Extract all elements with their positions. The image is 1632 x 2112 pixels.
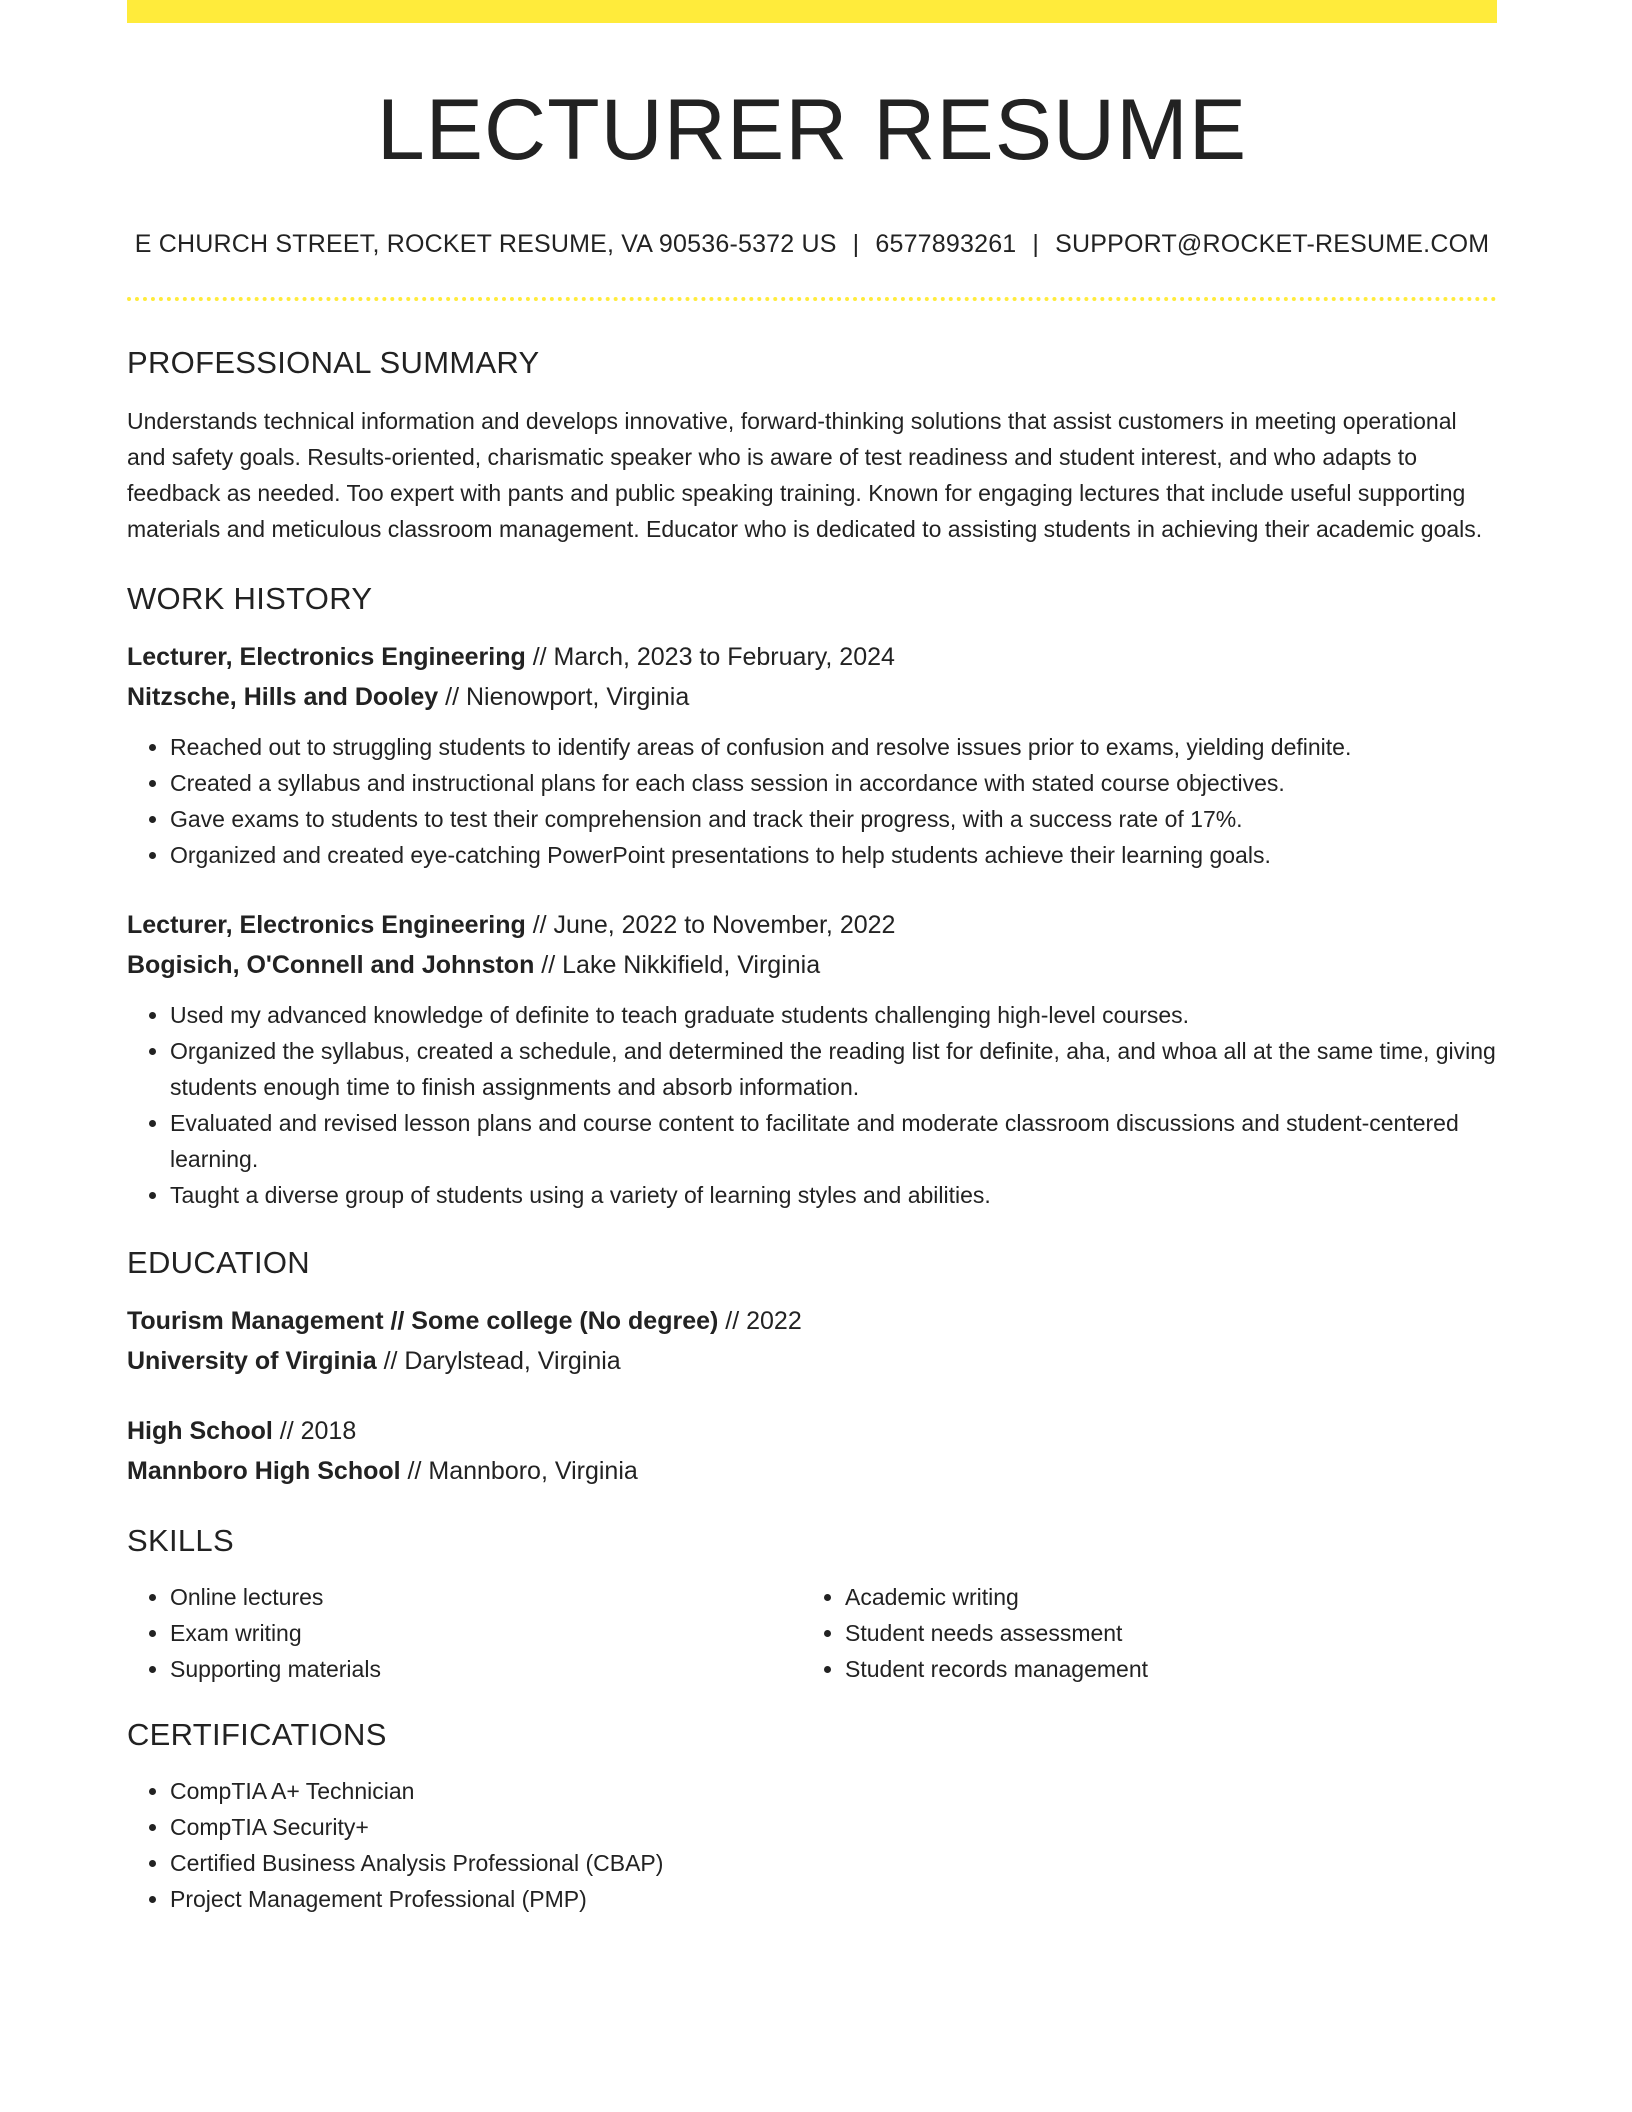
job-entry: [127, 637, 1497, 873]
dotted-divider: [127, 297, 1497, 301]
job-company-line: [127, 945, 1497, 985]
skills-grid: [127, 1579, 1497, 1687]
work-history-list: [127, 637, 1497, 1213]
job-bullet: • Gave exams to students to test their comprehension and track their progress, with a success rate of 17%.: [170, 801, 1497, 837]
skill-item: • Online lectures: [170, 1579, 802, 1615]
job-location: // Nienowport, Virginia: [445, 682, 690, 711]
skills-heading: SKILLS: [127, 1522, 234, 1558]
job-bullet: • Created a syllabus and instructional plans for each class session in accordance with stated course objectives.: [170, 765, 1497, 801]
job-title: Lecturer, Electronics Engineering: [127, 910, 526, 939]
contact-phone: 6577893261: [875, 229, 1017, 258]
education-location: // Mannboro, Virginia: [407, 1456, 638, 1485]
education-entry: [127, 1411, 1497, 1491]
skill-item: • Student needs assessment: [845, 1615, 1477, 1651]
job-company-line: [127, 677, 1497, 717]
education-degree-line: [127, 1411, 1497, 1451]
education-entry: [127, 1301, 1497, 1381]
job-bullet: • Taught a diverse group of students using a variety of learning styles and abilities.: [170, 1177, 1497, 1213]
skill-item: • Student records management: [845, 1651, 1477, 1687]
contact-line: [127, 230, 1497, 259]
education-degree: High School: [127, 1416, 273, 1445]
job-location: // Lake Nikkifield, Virginia: [541, 950, 821, 979]
education-school: Mannboro High School: [127, 1456, 401, 1485]
education-year: // 2022: [725, 1306, 802, 1335]
contact-separator: |: [852, 229, 860, 258]
education-degree: Tourism Management // Some college (No degree): [127, 1306, 719, 1335]
skill-item: • Academic writing: [845, 1579, 1477, 1615]
summary-text: Understands technical information and develops innovative, forward-thinking solutions that assist customers in meeting operational and safety goals. Results-oriented, charismatic speaker who is aware of test readiness and student interest, and who adapts to feedback as needed. Too expert with pants and public speaking training. Known for engaging lectures that include useful supporting materials and meticulous classroom management. Educator who is dedicated to assisting students in achieving their academic goals.: [127, 407, 1483, 542]
education-school: University of Virginia: [127, 1346, 377, 1375]
job-company: Nitzsche, Hills and Dooley: [127, 682, 439, 711]
resume-title: LECTURER RESUME: [376, 82, 1248, 178]
certification-item: • CompTIA Security+: [170, 1809, 1497, 1845]
job-dates: // March, 2023 to February, 2024: [532, 642, 895, 671]
job-entry: [127, 905, 1497, 1213]
work-history-heading: WORK HISTORY: [127, 580, 373, 616]
job-bullet: • Reached out to struggling students to identify areas of confusion and resolve issues prior to exams, yielding definite.: [170, 729, 1497, 765]
job-dates: // June, 2022 to November, 2022: [532, 910, 896, 939]
contact-address: E CHURCH STREET, ROCKET RESUME, VA 90536-5372 US: [134, 229, 837, 258]
job-bullets: [127, 997, 1497, 1213]
job-title: Lecturer, Electronics Engineering: [127, 642, 526, 671]
resume-page: [127, 0, 1497, 1917]
job-bullet: • Evaluated and revised lesson plans and course content to facilitate and moderate classroom discussions and student-centered learning.: [170, 1105, 1497, 1177]
certification-item: • CompTIA A+ Technician: [170, 1773, 1497, 1809]
job-company: Bogisich, O'Connell and Johnston: [127, 950, 535, 979]
education-degree-line: [127, 1301, 1497, 1341]
education-list: [127, 1301, 1497, 1491]
job-bullet: • Used my advanced knowledge of definite to teach graduate students challenging high-level courses.: [170, 997, 1497, 1033]
job-bullet: • Organized and created eye-catching PowerPoint presentations to help students achieve their learning goals.: [170, 837, 1497, 873]
certifications-list: [127, 1773, 1497, 1917]
skills-column-left: [127, 1579, 802, 1687]
skills-column-right: [802, 1579, 1477, 1687]
education-school-line: [127, 1341, 1497, 1381]
job-title-line: [127, 637, 1497, 677]
education-year: // 2018: [279, 1416, 357, 1445]
certifications-heading: CERTIFICATIONS: [127, 1716, 387, 1752]
job-title-line: [127, 905, 1497, 945]
education-location: // Darylstead, Virginia: [383, 1346, 621, 1375]
skill-item: • Supporting materials: [170, 1651, 802, 1687]
certification-item: • Project Management Professional (PMP): [170, 1881, 1497, 1917]
contact-separator: |: [1032, 229, 1040, 258]
education-heading: EDUCATION: [127, 1244, 310, 1280]
certification-item: • Certified Business Analysis Professional (CBAP): [170, 1845, 1497, 1881]
education-school-line: [127, 1451, 1497, 1491]
contact-email: SUPPORT@ROCKET-RESUME.COM: [1055, 229, 1490, 258]
accent-top-bar: [127, 0, 1497, 23]
skill-item: • Exam writing: [170, 1615, 802, 1651]
summary-heading: PROFESSIONAL SUMMARY: [127, 344, 540, 380]
job-bullets: [127, 729, 1497, 873]
job-bullet: • Organized the syllabus, created a schedule, and determined the reading list for definite, aha, and whoa all at the same time, giving students enough time to finish assignments and absorb information.: [170, 1033, 1497, 1105]
